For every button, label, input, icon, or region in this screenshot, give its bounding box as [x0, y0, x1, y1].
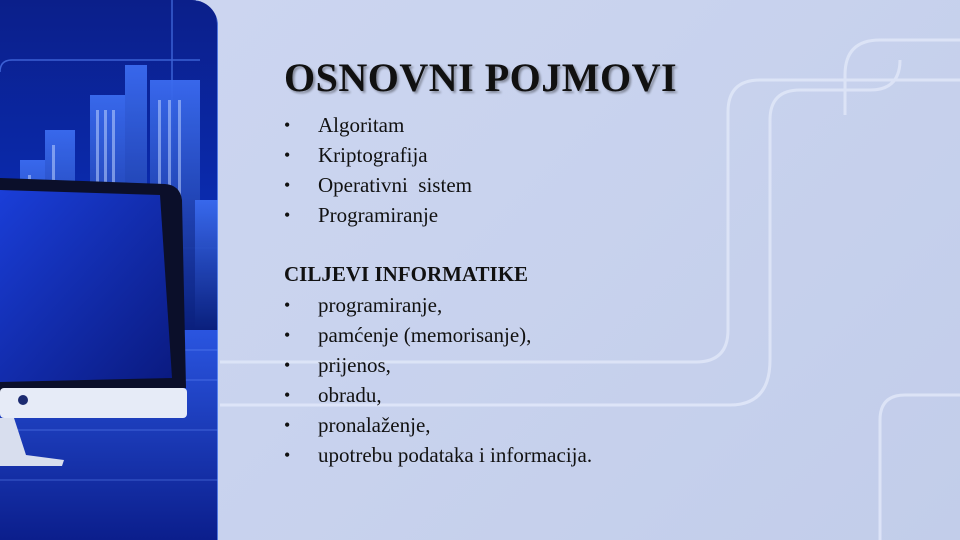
list-item	[284, 380, 592, 410]
list-item	[284, 410, 592, 440]
list-item	[284, 170, 472, 200]
list-item	[284, 320, 592, 350]
bullet: •	[284, 325, 291, 345]
city-computer-image	[0, 0, 218, 540]
bullet: •	[284, 115, 291, 135]
bullet: •	[284, 415, 291, 435]
bullet: •	[284, 295, 291, 315]
list-item-label: Algoritam	[318, 113, 405, 137]
list-item	[284, 200, 472, 230]
monitor-chin	[0, 388, 187, 418]
list-item	[284, 290, 592, 320]
list-item	[284, 140, 472, 170]
list-item-label: Kriptografija	[318, 143, 428, 167]
bullet: •	[284, 385, 291, 405]
list-item	[284, 440, 592, 470]
list-item-label: pamćenje (memorisanje),	[318, 323, 532, 347]
list-item-label: pronalaženje,	[318, 413, 431, 437]
concepts-list	[284, 110, 472, 230]
bullet: •	[284, 145, 291, 165]
list-item	[284, 350, 592, 380]
list-item	[284, 110, 472, 140]
list-item-label: Operativni sistem	[318, 173, 472, 197]
list-item-label: upotrebu podataka i informacija.	[318, 443, 593, 467]
list-item-label: programiranje,	[318, 293, 443, 317]
list-item-label: prijenos,	[318, 353, 391, 377]
slide-title: OSNOVNI POJMOVI	[284, 55, 678, 100]
bullet: •	[284, 355, 291, 375]
city-illustration	[0, 0, 218, 540]
goals-heading: CILJEVI INFORMATIKE	[284, 262, 529, 286]
bullet: •	[284, 205, 291, 225]
list-item-label: Programiranje	[318, 203, 439, 227]
bullet: •	[284, 175, 291, 195]
goals-list	[284, 290, 592, 470]
bullet: •	[284, 445, 291, 465]
list-item-label: obradu,	[318, 383, 382, 407]
